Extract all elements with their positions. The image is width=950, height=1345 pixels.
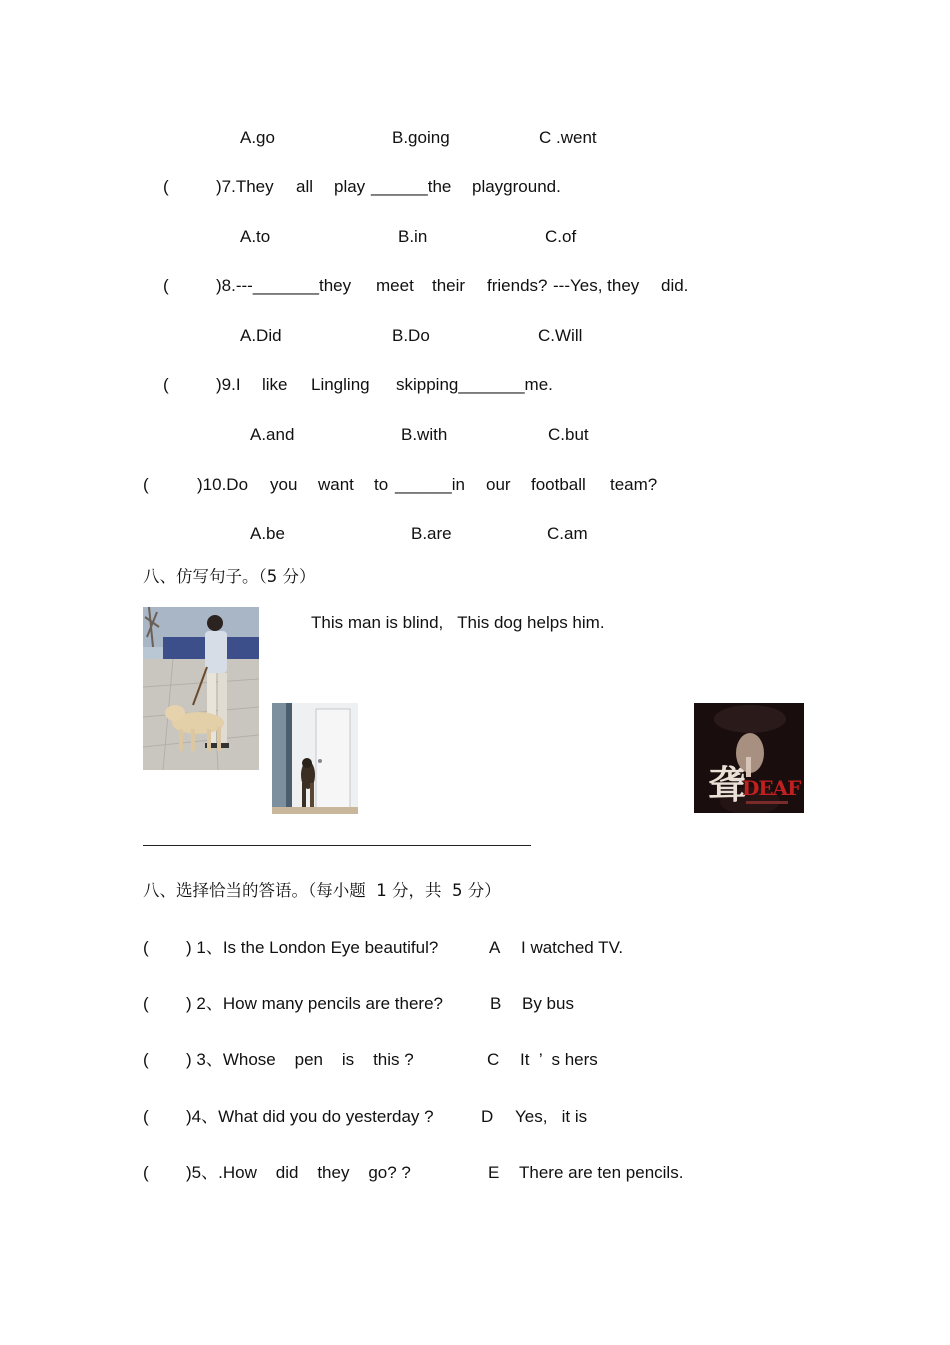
match-answer: By bus [522, 994, 574, 1013]
q10-blank: ______in [395, 475, 465, 494]
q10-word: football [531, 475, 586, 494]
q10-word: our [486, 475, 511, 494]
match-letter: E [488, 1163, 500, 1182]
q10-option-c: C.am [547, 524, 588, 543]
q8-number: )8.---_______they [216, 276, 352, 295]
poster-title-glyph: 聋 [708, 763, 747, 807]
section-heading-match: 八、选择恰当的答语。（每小题 1 分，共 5 分） [143, 881, 501, 900]
match-question: ) 2、How many pencils are there? [186, 994, 444, 1013]
deaf-poster-image [694, 703, 804, 813]
q9-word: Lingling [311, 375, 370, 394]
match-answer-paren: ( [143, 1107, 149, 1126]
q7-word: playground. [472, 177, 561, 196]
q7-number: )7.They [216, 177, 274, 196]
q7-blank: ______the [371, 177, 452, 196]
q9-number: )9.I [216, 375, 241, 394]
match-answer-paren: ( [143, 1050, 149, 1069]
match-question: ) 1、Is the London Eye beautiful? [186, 938, 439, 957]
blind-man-guide-dog-photo [143, 607, 259, 770]
q9-word: like [262, 375, 288, 394]
q6-option-a: A.go [240, 128, 275, 147]
q7-option-c: C.of [545, 227, 577, 246]
q8-option-c: C.Will [538, 326, 583, 345]
q8-word: friends? [487, 276, 548, 295]
q9-option-c: C.but [548, 425, 589, 444]
match-letter: B [490, 994, 502, 1013]
q10-word: to [374, 475, 389, 494]
match-question: ) 3、Whose pen is this ? [186, 1050, 414, 1069]
match-letter: A [489, 938, 501, 957]
dog-door-photo [272, 703, 358, 814]
model-sentence: This man is blind, This dog helps him. [311, 613, 605, 632]
q8-word: their [432, 276, 466, 295]
poster-subtitle-strip [746, 801, 788, 804]
q9-word: skipping_______me. [396, 375, 553, 394]
match-answer-paren: ( [143, 938, 149, 957]
q10-number: )10.Do [197, 475, 249, 494]
poster-title-word: DEAF [742, 776, 801, 800]
q7-word: all [296, 177, 314, 196]
match-answer: I watched TV. [521, 938, 624, 957]
q9-option-a: A.and [250, 425, 295, 444]
answer-writing-line [143, 845, 531, 846]
q10-option-a: A.be [250, 524, 285, 543]
q8-option-a: A.Did [240, 326, 282, 345]
q7-answer-paren: ( [163, 177, 169, 196]
q8-answer-paren: ( [163, 276, 169, 295]
q7-word: play [334, 177, 366, 196]
q10-word: want [318, 475, 354, 494]
match-letter: D [481, 1107, 494, 1126]
q10-answer-paren: ( [143, 475, 149, 494]
q8-word: did. [661, 276, 689, 295]
q6-option-b: B.going [392, 128, 450, 147]
match-answer: Yes, it is [515, 1107, 588, 1126]
match-answer: It ’ s hers [520, 1050, 598, 1069]
q8-word: ---Yes, they [553, 276, 640, 295]
q9-option-b: B.with [401, 425, 448, 444]
q10-word: team? [610, 475, 658, 494]
q9-answer-paren: ( [163, 375, 169, 394]
match-answer-paren: ( [143, 1163, 149, 1182]
match-letter: C [487, 1050, 500, 1069]
match-question: )5、.How did they go? ? [186, 1163, 411, 1182]
match-question: )4、What did you do yesterday ? [186, 1107, 434, 1126]
q7-option-a: A.to [240, 227, 271, 246]
section-heading-imitate: 八、仿写句子。（5 分） [143, 567, 316, 586]
match-answer: There are ten pencils. [519, 1163, 684, 1182]
q8-option-b: B.Do [392, 326, 430, 345]
q8-word: meet [376, 276, 414, 295]
q6-option-c: C .went [539, 128, 597, 147]
q7-option-b: B.in [398, 227, 428, 246]
match-answer-paren: ( [143, 994, 149, 1013]
q10-option-b: B.are [411, 524, 452, 543]
q10-word: you [270, 475, 298, 494]
